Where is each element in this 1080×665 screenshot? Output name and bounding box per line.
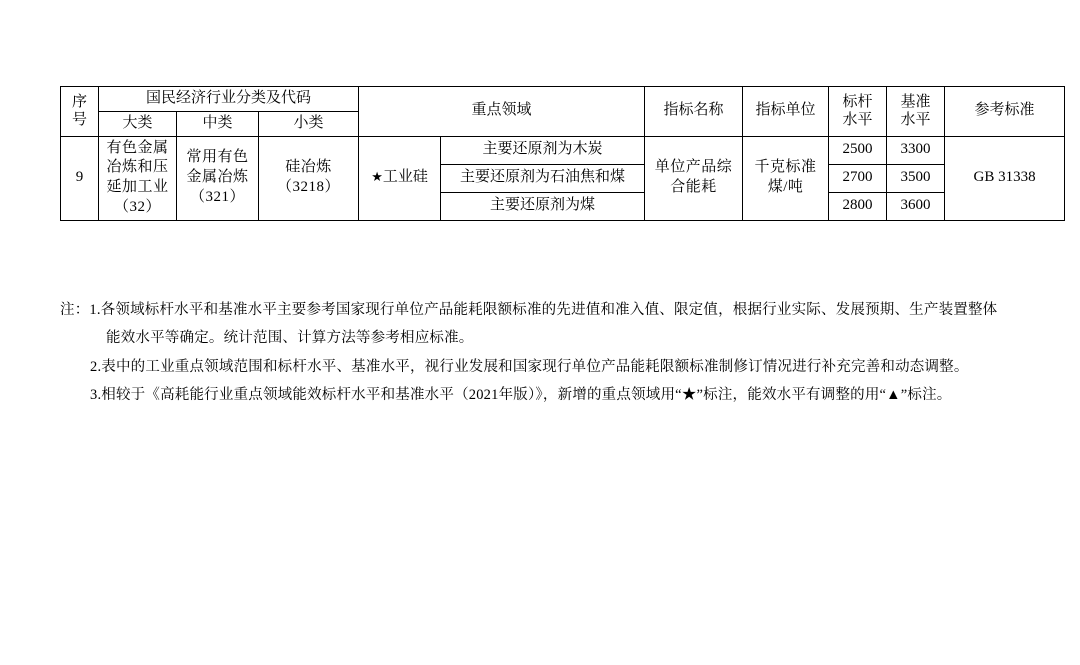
table-header [61,87,1065,137]
cell-key-field [359,136,441,220]
cell-key-field-label: 工业硅 [382,169,428,186]
header-baseline-line2: 水平 [900,112,931,129]
cell-process-3: 主要还原剂为煤 [441,192,645,220]
header-key-field: 重点领域 [359,87,645,137]
note-1-number: 1. [89,302,101,318]
cell-baseline-2: 3500 [887,164,945,192]
header-major-category: 大类 [99,111,177,136]
note-item-1 [60,296,1026,324]
note-3-text: 相较于《高耗能行业重点领域能效标杆水平和基准水平（2021年版）》，新增的重点领域用“★”标注，能效水平有调整的用“▲”标注。 [101,386,952,403]
note-1-continuation: 能效水平等确定。统计范围、计算方法等参考相应标准。 [106,330,474,347]
header-baseline-line1: 基准 [900,93,931,110]
table-body [61,136,1065,220]
table-row [61,136,1065,164]
energy-efficiency-table [60,86,1065,221]
header-benchmark-line2: 水平 [842,112,873,129]
cell-baseline-1: 3300 [887,136,945,164]
cell-benchmark-3: 2800 [829,192,887,220]
header-seq-line2: 号 [71,112,87,129]
cell-major-category: 有色金属冶炼和压延加工业（32） [99,136,177,220]
cell-sequence-number: 9 [61,136,99,220]
header-benchmark-line1: 标杆 [842,93,873,110]
header-row-1 [61,87,1065,112]
header-benchmark-level [829,87,887,137]
cell-minor-category: 硅冶炼（3218） [259,136,359,220]
notes-label: 注： [60,302,90,318]
header-baseline-level [887,87,945,137]
header-seq-line1: 序 [71,93,87,110]
cell-indicator-unit: 千克标准煤/吨 [743,136,829,220]
cell-process-1: 主要还原剂为木炭 [441,136,645,164]
note-item-2 [60,353,1026,381]
header-indicator-name: 指标名称 [645,87,743,137]
note-2-text: 表中的工业重点领域范围和标杆水平、基准水平，视行业发展和国家现行单位产品能耗限额标准制修订情况进行补充完善和动态调整。 [101,358,969,375]
new-field-star-icon: ★ [371,169,383,185]
header-mid-category: 中类 [177,111,259,136]
header-reference-standard: 参考标准 [945,87,1065,137]
cell-baseline-3: 3600 [887,192,945,220]
header-seq [61,87,99,137]
header-industry-classification: 国民经济行业分类及代码 [99,87,359,112]
cell-benchmark-2: 2700 [829,164,887,192]
note-1-text: 各领域标杆水平和基准水平主要参考国家现行单位产品能耗限额标准的先进值和准入值、限定值，根据行业实际、发展预期、生产装置整体 [100,302,998,318]
cell-benchmark-1: 2500 [829,136,887,164]
table-notes [60,296,1026,409]
header-indicator-unit: 指标单位 [743,87,829,137]
note-3-number: 3. [90,386,102,403]
header-minor-category: 小类 [259,111,359,136]
cell-mid-category: 常用有色金属冶炼（321） [177,136,259,220]
note-item-3 [60,381,1026,409]
note-2-number: 2. [90,358,102,375]
cell-reference-standard: GB 31338 [945,136,1065,220]
cell-process-2: 主要还原剂为石油焦和煤 [441,164,645,192]
cell-indicator-name: 单位产品综合能耗 [645,136,743,220]
